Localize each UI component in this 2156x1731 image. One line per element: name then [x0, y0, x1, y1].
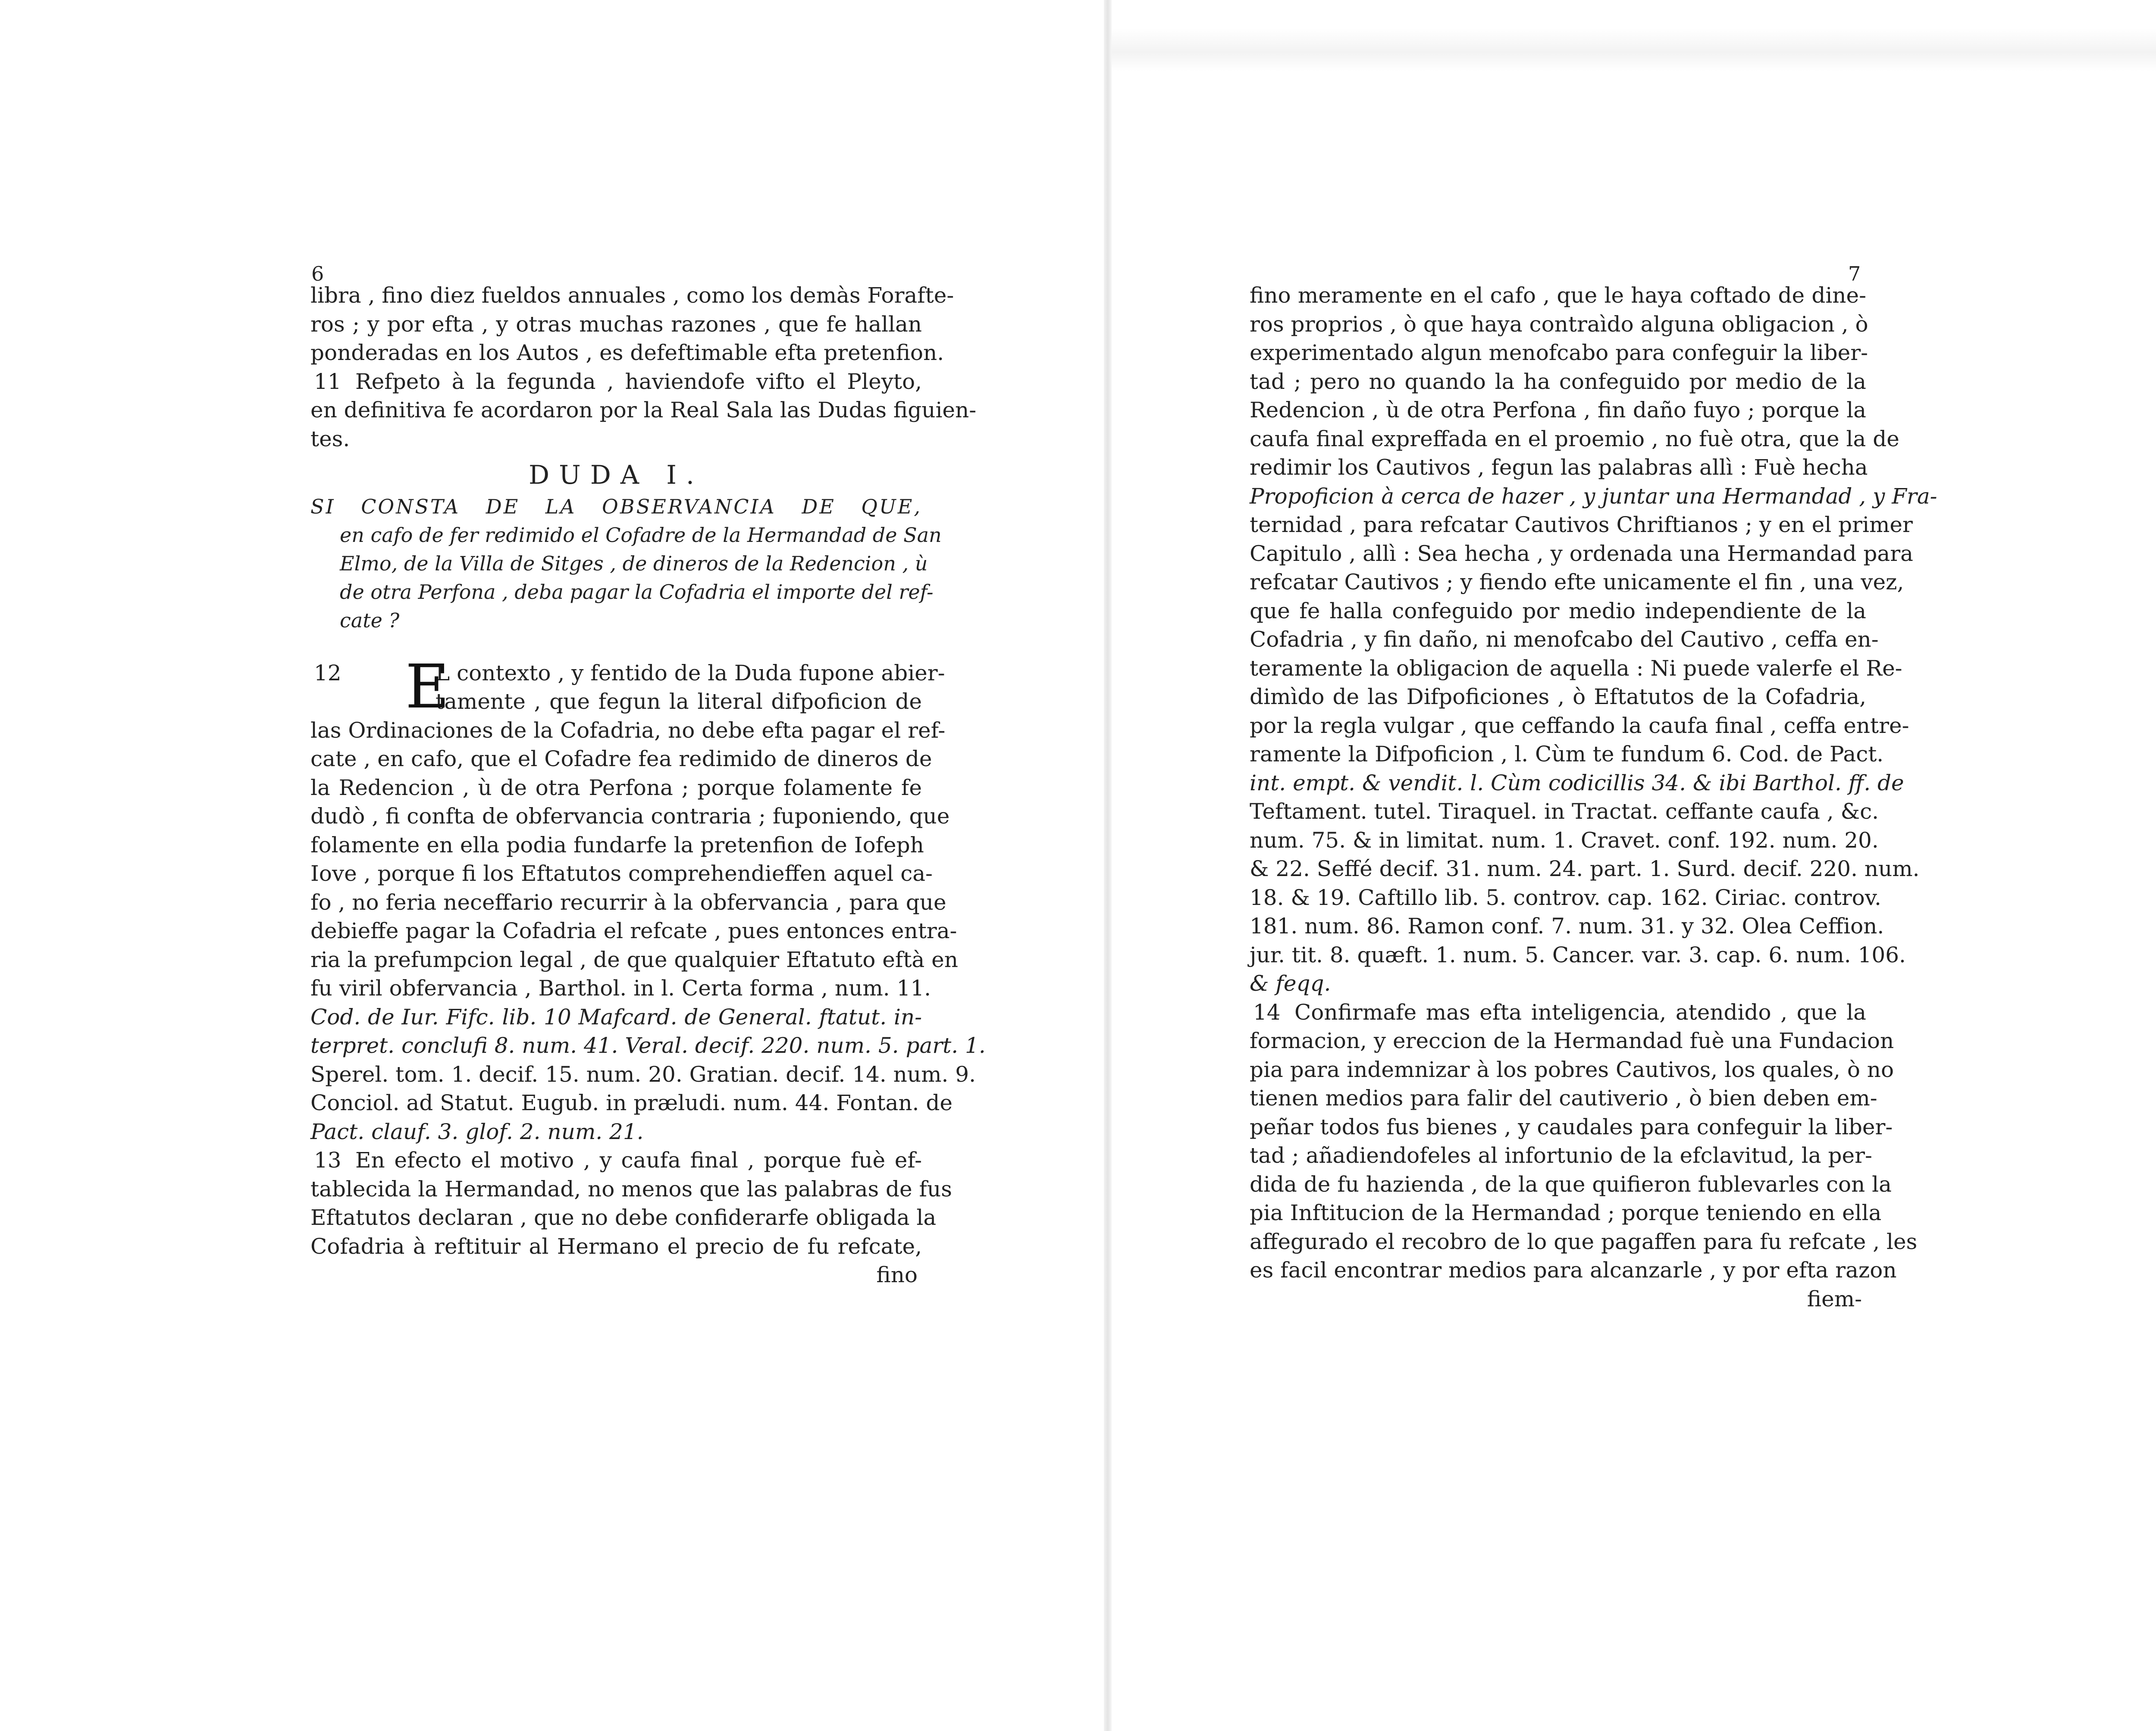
paragraph-14-first-line: 14 Confirmafe mas efta inteligencia, atendido , que la — [1250, 998, 1866, 1027]
text-line: libra , fino diez fueldos annuales , como los demàs Forafte- — [310, 283, 954, 308]
text-line: Redencion , ù de otra Perfona , fin daño fuyo ; porque la — [1250, 398, 1866, 423]
page-number-left: 6 — [311, 262, 324, 285]
text-line: la Redencion , ù de otra Perfona ; porque folamente fe — [310, 775, 922, 800]
right-text-block — [1250, 281, 1937, 1313]
text-line: Teftament. tutel. Tiraquel. in Tractat. ceffante caufa , &c. — [1250, 799, 1879, 824]
text-line: Eftatutos declaran , que no debe confiderarfe obligada la — [310, 1205, 937, 1230]
text-line: folamente en ella podia fundarfe la pretenfion de Iofeph — [310, 832, 924, 858]
text-line: tes. — [310, 426, 350, 451]
text-line: caufa final expreffada en el proemio , no fuè otra, que la de — [1250, 426, 1899, 451]
text-line: & 22. Seffé decif. 31. num. 24. part. 1. Surd. decif. 220. num. — [1250, 856, 1920, 881]
text-line: ponderadas en los Autos , es defeftimable efta pretenfion. — [310, 340, 944, 365]
paragraph-12 — [310, 651, 986, 1146]
text-line: 18. & 19. Caftillo lib. 5. controv. cap. 162. Ciriac. controv. — [1250, 885, 1881, 910]
question-line: SI CONSTA DE LA OBSERVANCIA DE QUE, — [310, 495, 922, 518]
text-line: por la regla vulgar , que ceffando la caufa final , ceffa entre- — [1250, 713, 1909, 738]
text-line: Capitulo , allì : Sea hecha , y ordenada una Hermandad para — [1250, 541, 1913, 566]
text-line: Iove , porque fi los Eftatutos comprehendieffen aquel ca- — [310, 861, 933, 886]
paragraph-number: 13 — [314, 1148, 342, 1173]
text-line: ros proprios , ò que haya contraìdo alguna obligacion , ò — [1250, 311, 1868, 337]
paragraph-number: 14 — [1253, 999, 1281, 1025]
text-line: fo , no feria neceffario recurrir à la obfervancia , para que — [310, 889, 946, 915]
drop-capital: E — [405, 651, 450, 722]
paragraph-13-first-line: 13 En efecto el motivo , y caufa final , porque fuè ef- — [310, 1146, 922, 1175]
catchword: fiem- — [1807, 1286, 1862, 1312]
text-line: tamente , que fegun la literal difpoficion de — [436, 689, 922, 714]
text-line: num. 75. & in limitat. num. 1. Cravet. conf. 192. num. 20. — [1250, 827, 1879, 853]
text-line: ria la prefumpcion legal , de que qualquier Eftatuto eftà en — [310, 947, 958, 972]
question-line: en cafo de fer redimido el Cofadre de la Hermandad de San — [340, 523, 942, 547]
text-line: en definitiva fe acordaron por la Real Sala las Dudas figuien- — [310, 398, 977, 423]
text-line: peñar todos fus bienes , y caudales para confeguir la liber- — [1250, 1114, 1893, 1139]
right-page — [1112, 0, 2156, 1731]
text-line: tad ; añadiendofeles al infortunio de la efclavitud, la per- — [1250, 1143, 1872, 1168]
question-line: cate ? — [340, 608, 400, 632]
text-line: cate , en cafo, que el Cofadre fea redimido de dineros de — [310, 746, 932, 771]
text-line: Cofadria à reftituir al Hermano el precio de fu refcate, — [310, 1233, 922, 1259]
text-line: dimìdo de las Difpoficiones , ò Eftatutos de la Cofadria, — [1250, 684, 1866, 709]
text-line: ros ; y por efta , y otras muchas razones , que fe hallan — [310, 311, 922, 337]
text-line: experimentado algun menofcabo para confeguir la liber- — [1250, 340, 1868, 365]
text-line: int. empt. & vendit. l. Cùm codicillis 34. & ibi Barthol. ff. de — [1250, 770, 1904, 795]
text-line: L contexto , y fentido de la Duda fupone abier- — [436, 660, 945, 686]
text-line: teramente la obligacion de aquella : Ni puede valerfe el Re- — [1250, 655, 1902, 681]
text-line: es facil encontrar medios para alcanzarle , y por efta razon — [1250, 1258, 1897, 1283]
text-line: formacion, y ereccion de la Hermandad fuè una Fundacion — [1250, 1028, 1894, 1053]
text-line: las Ordinaciones de la Cofadria, no debe efta pagar el ref- — [310, 717, 946, 743]
text-line: 181. num. 86. Ramon conf. 7. num. 31. y 32. Olea Ceffion. — [1250, 914, 1884, 939]
text-line: que fe halla confeguido por medio independiente de la — [1250, 598, 1866, 623]
text-line: jur. tit. 8. quæft. 1. num. 5. Cancer. var. 3. cap. 6. num. 106. — [1250, 942, 1906, 967]
text-line: Pact. clauf. 3. glof. 2. num. 21. — [310, 1119, 644, 1144]
text-line: debieffe pagar la Cofadria el refcate , pues entonces entra- — [310, 918, 957, 943]
text-line: & feqq. — [1250, 971, 1331, 996]
text-line: Cofadria , y fin daño, ni menofcabo del Cautivo , ceffa en- — [1250, 627, 1879, 652]
catchword: fino — [876, 1262, 918, 1287]
text-line: affegurado el recobro de lo que pagaffen para fu refcate , les — [1250, 1229, 1918, 1254]
page-number-right: 7 — [1848, 262, 1861, 285]
text-line: tad ; pero no quando la ha confeguido por medio de la — [1250, 369, 1866, 394]
text-line: dida de fu hazienda , de la que quifieron fublevarles con la — [1250, 1171, 1892, 1197]
text-line: fu viril obfervancia , Barthol. in l. Certa forma , num. 11. — [310, 976, 931, 1001]
text-line: tablecida la Hermandad, no menos que las palabras de fus — [310, 1176, 952, 1202]
text-line: Cod. de Iur. Fifc. lib. 10 Mafcard. de General. ftatut. in- — [310, 1004, 922, 1030]
text-line: pia para indemnizar à los pobres Cautivos, los quales, ò no — [1250, 1057, 1894, 1082]
text-line: pia Inftitucion de la Hermandad ; porque teniendo en ella — [1250, 1200, 1882, 1225]
paragraph-number: 11 — [314, 369, 342, 394]
section-heading: DUDA I. — [529, 460, 704, 490]
text-line: Conciol. ad Statut. Eugub. in præludi. num. 44. Fontan. de — [310, 1090, 953, 1115]
text-line: refcatar Cautivos ; y fiendo efte unicamente el fin , una vez, — [1250, 570, 1904, 595]
book-gutter — [1104, 0, 1112, 1731]
paragraph-number: 12 — [314, 660, 342, 686]
text-line: dudò , fi confta de obfervancia contraria ; fuponiendo, que — [310, 804, 950, 829]
text-line: ternidad , para refcatar Cautivos Chriftianos ; y en el primer — [1250, 512, 1913, 537]
question-block — [310, 492, 942, 635]
text-line: terpret. conclufi 8. num. 41. Veral. decif. 220. num. 5. part. 1. — [310, 1033, 986, 1058]
left-text-block — [310, 281, 986, 1290]
text-line: ramente la Difpoficion , l. Cùm te fundum 6. Cod. de Pact. — [1250, 742, 1884, 767]
paragraph-11-first-line: 11 Refpeto à la fegunda , haviendofe vifto el Pleyto, — [310, 367, 922, 396]
text-line: tienen medios para falir del cautiverio , ò bien deben em- — [1250, 1086, 1877, 1111]
text-line: redimir los Cautivos , fegun las palabras allì : Fuè hecha — [1250, 455, 1868, 480]
text-line: fino meramente en el cafo , que le haya coftado de dine- — [1250, 283, 1866, 308]
question-line: de otra Perfona , deba pagar la Cofadria el importe del ref- — [340, 580, 934, 604]
question-line: Elmo, de la Villa de Sitges , de dineros de la Redencion , ù — [340, 551, 928, 575]
text-line: Propoficion à cerca de hazer , y juntar una Hermandad , y Fra- — [1250, 483, 1937, 509]
text-line: Sperel. tom. 1. decif. 15. num. 20. Gratian. decif. 14. num. 9. — [310, 1061, 976, 1087]
